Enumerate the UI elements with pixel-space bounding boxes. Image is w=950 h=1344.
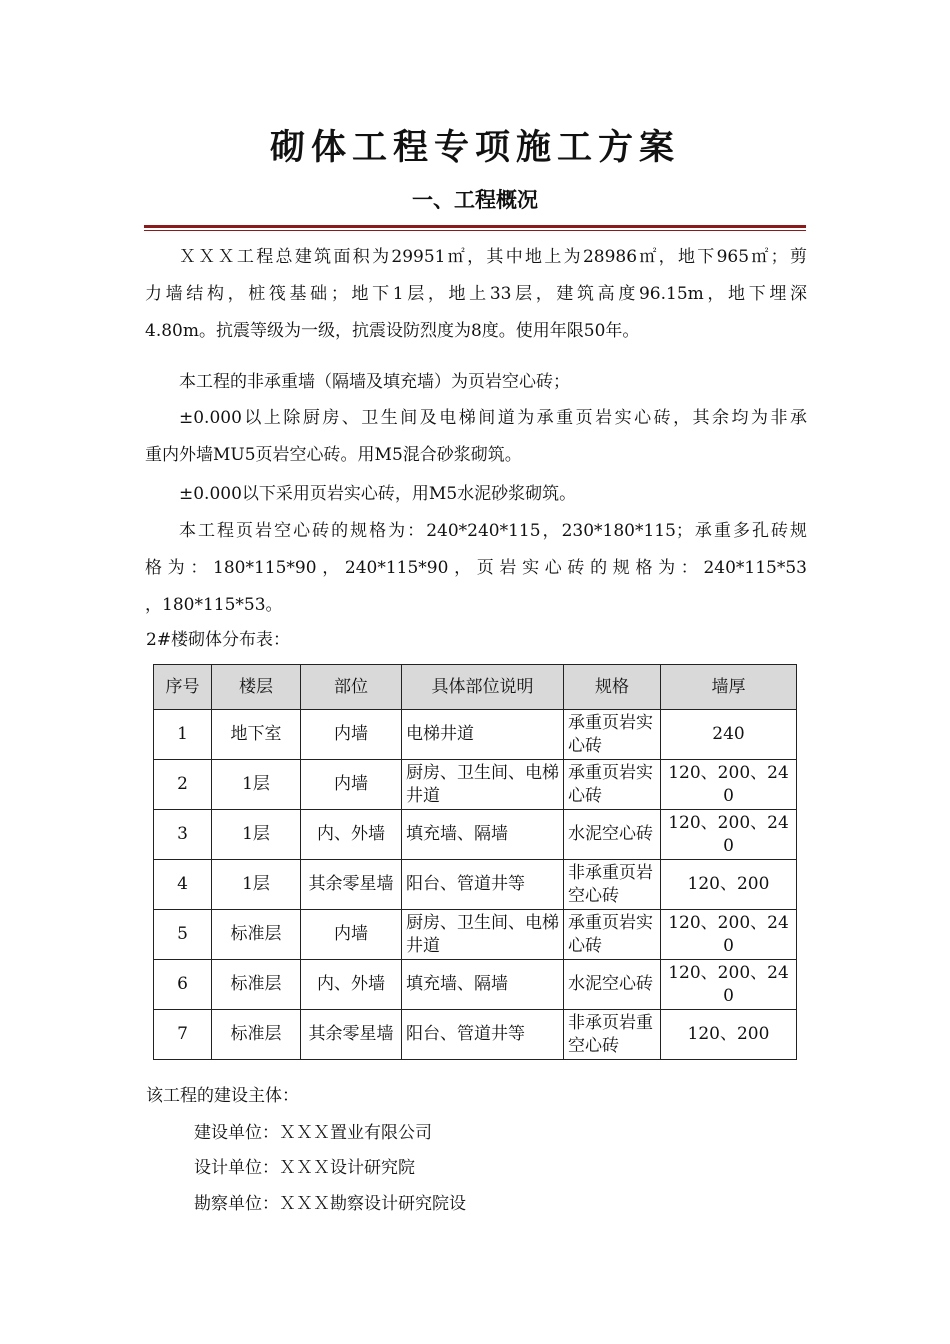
header-cell: 规格 <box>564 665 661 710</box>
cell-location: 内、外墙 <box>301 810 402 860</box>
cell-location: 其余零星墙 <box>301 1010 402 1060</box>
cell-spec: 承重页岩实心砖 <box>564 710 661 760</box>
construction-unit: 建设单位：ＸＸＸ置业有限公司 <box>194 1123 432 1143</box>
cell-number: 6 <box>154 960 212 1010</box>
cell-floor: 标准层 <box>212 960 301 1010</box>
paragraph-line: ＸＸＸ工程总建筑面积为29951㎡，其中地上为28986㎡，地下965㎡；剪 <box>179 247 807 267</box>
paragraph-line: 力墙结构，桩筏基础；地下1层，地上33层，建筑高度96.15m，地下埋深 <box>145 284 807 304</box>
table-row <box>154 710 797 760</box>
paragraph-line: ±0.000以下采用页岩实心砖，用M5水泥砂浆砌筑。 <box>179 484 577 504</box>
header-cell: 墙厚 <box>661 665 797 710</box>
header-cell: 具体部位说明 <box>402 665 564 710</box>
construction-subjects-intro: 该工程的建设主体： <box>146 1086 299 1106</box>
header-cell: 楼层 <box>212 665 301 710</box>
table-header-row <box>154 665 797 710</box>
cell-thickness: 120、200 <box>661 860 797 910</box>
cell-description: 填充墙、隔墙 <box>402 810 564 860</box>
table-row <box>154 760 797 810</box>
cell-floor: 地下室 <box>212 710 301 760</box>
cell-description: 厨房、卫生间、电梯井道 <box>402 910 564 960</box>
cell-floor: 1层 <box>212 760 301 810</box>
cell-thickness: 240 <box>661 710 797 760</box>
non-bearing-wall-paragraph <box>145 364 807 401</box>
paragraph-line: 本工程的非承重墙（隔墙及填充墙）为页岩空心砖； <box>179 372 570 392</box>
table-row <box>154 810 797 860</box>
header-cell: 序号 <box>154 665 212 710</box>
cell-location: 其余零星墙 <box>301 860 402 910</box>
cell-spec: 非承重页岩空心砖 <box>564 860 661 910</box>
cell-number: 5 <box>154 910 212 960</box>
masonry-distribution-table <box>153 664 797 1060</box>
cell-spec: 承重页岩实心砖 <box>564 910 661 960</box>
cell-thickness: 120、200、240 <box>661 760 797 810</box>
cell-description: 阳台、管道井等 <box>402 1010 564 1060</box>
cell-description: 填充墙、隔墙 <box>402 960 564 1010</box>
cell-thickness: 120、200 <box>661 1010 797 1060</box>
cell-floor: 1层 <box>212 810 301 860</box>
cell-number: 3 <box>154 810 212 860</box>
cell-number: 4 <box>154 860 212 910</box>
cell-description: 电梯井道 <box>402 710 564 760</box>
cell-floor: 1层 <box>212 860 301 910</box>
cell-spec: 水泥空心砖 <box>564 960 661 1010</box>
cell-description: 厨房、卫生间、电梯井道 <box>402 760 564 810</box>
paragraph-line: 本工程页岩空心砖的规格为：240*240*115，230*180*115；承重多孔砖规 <box>179 521 807 541</box>
cell-number: 1 <box>154 710 212 760</box>
paragraph-line: ，180*115*53。 <box>145 595 283 615</box>
cell-spec: 承重页岩实心砖 <box>564 760 661 810</box>
brick-spec-paragraph <box>145 513 807 624</box>
cell-thickness: 120、200、240 <box>661 810 797 860</box>
cell-thickness: 120、200、240 <box>661 960 797 1010</box>
design-unit: 设计单位：ＸＸＸ设计研究院 <box>194 1158 415 1178</box>
paragraph-line: 格为：180*115*90，240*115*90，页岩实心砖的规格为：240*115*53 <box>145 558 807 578</box>
table-row <box>154 860 797 910</box>
survey-unit: 勘察单位：ＸＸＸ勘察设计研究院设 <box>194 1194 466 1214</box>
table-row <box>154 910 797 960</box>
above-grade-paragraph <box>145 400 807 474</box>
below-grade-paragraph <box>145 476 807 513</box>
table-caption: 2#楼砌体分布表： <box>146 630 291 650</box>
cell-location: 内墙 <box>301 910 402 960</box>
section-heading: 一、工程概况 <box>412 188 538 212</box>
header-cell: 部位 <box>301 665 402 710</box>
table-row <box>154 1010 797 1060</box>
cell-description: 阳台、管道井等 <box>402 860 564 910</box>
cell-location: 内、外墙 <box>301 960 402 1010</box>
table-row <box>154 960 797 1010</box>
cell-location: 内墙 <box>301 760 402 810</box>
cell-spec: 水泥空心砖 <box>564 810 661 860</box>
cell-spec: 非承页岩重空心砖 <box>564 1010 661 1060</box>
heading-rule-thick <box>144 225 806 228</box>
cell-number: 2 <box>154 760 212 810</box>
document-title: 砌体工程专项施工方案 <box>269 128 680 168</box>
cell-thickness: 120、200、240 <box>661 910 797 960</box>
heading-rule-thin <box>144 230 806 231</box>
cell-location: 内墙 <box>301 710 402 760</box>
paragraph-line: ±0.000以上除厨房、卫生间及电梯间道为承重页岩实心砖，其余均为非承 <box>179 408 807 428</box>
paragraph-line: 重内外墙MU5页岩空心砖。用M5混合砂浆砌筑。 <box>145 445 522 465</box>
cell-floor: 标准层 <box>212 1010 301 1060</box>
paragraph-line: 4.80m。抗震等级为一级，抗震设防烈度为8度。使用年限50年。 <box>145 321 640 341</box>
overview-paragraph <box>145 239 807 350</box>
cell-number: 7 <box>154 1010 212 1060</box>
cell-floor: 标准层 <box>212 910 301 960</box>
